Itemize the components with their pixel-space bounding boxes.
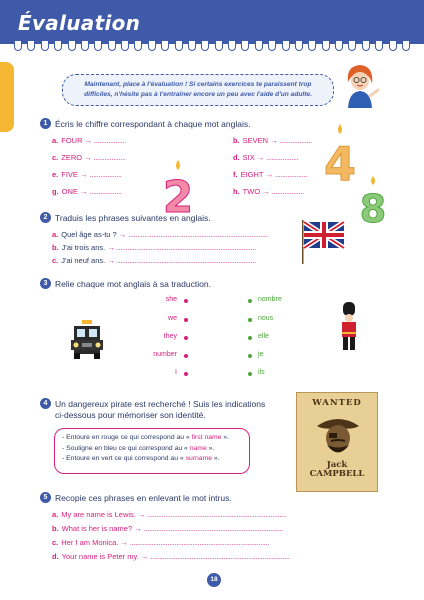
match-dot-right[interactable]	[248, 372, 252, 376]
match-english-i: I	[175, 369, 177, 376]
match-dot-right[interactable]	[248, 336, 252, 340]
ex5-item-b[interactable]: b. What is her is name? → ..............................................................................	[52, 524, 283, 533]
instruction-line: - Souligne en bleu ce qui correspond au « name ».	[62, 444, 215, 452]
match-dot-right[interactable]	[248, 299, 252, 303]
match-english-they: they	[163, 333, 177, 340]
page-number: 18	[207, 573, 221, 587]
match-dot-left[interactable]	[184, 354, 188, 358]
candle-4-illustration	[322, 124, 358, 186]
wanted-poster-title: WANTED	[312, 398, 362, 408]
match-french-je: je	[258, 351, 264, 358]
london-taxi-illustration	[68, 318, 106, 360]
side-tab	[0, 62, 14, 132]
candle-2-illustration	[160, 160, 196, 216]
instruction-line: - Entoure en vert ce qui correspond au « surname ».	[62, 455, 220, 463]
exercise-3-number: 3	[40, 278, 51, 289]
match-english-she: she	[165, 296, 177, 303]
exercise-4-title-line2: ci-dessous pour mémoriser son identité.	[55, 410, 206, 420]
ex1-item-e[interactable]: e. FIVE → ..................	[52, 170, 122, 179]
exercise-2-title: Traduis les phrases suivantes en anglais.	[55, 213, 211, 223]
exercise-3-title: Relie chaque mot anglais à sa traduction.	[55, 279, 211, 289]
ex1-item-g[interactable]: g. ONE → ..................	[52, 187, 122, 196]
uk-flag-illustration	[300, 220, 346, 264]
ex1-item-f[interactable]: f. EIGHT → ..................	[233, 170, 308, 179]
exercise-2-number: 2	[40, 212, 51, 223]
ex5-item-a[interactable]: a. My are name is Lewis. → ..............................................................................	[52, 510, 287, 519]
match-english-number: number	[153, 351, 177, 358]
spiral-binding	[14, 41, 410, 51]
exercise-5-number: 5	[40, 492, 51, 503]
instruction-line: - Entoure en rouge ce qui correspond au « first name ».	[62, 434, 230, 441]
match-dot-right[interactable]	[248, 354, 252, 358]
wanted-poster	[296, 392, 378, 492]
match-dot-left[interactable]	[184, 336, 188, 340]
exercise-4-number: 4	[40, 398, 51, 409]
exercise-1-number: 1	[40, 118, 51, 129]
page-header	[0, 0, 424, 44]
teacher-illustration	[340, 60, 380, 108]
pirate-instructions-box	[54, 428, 250, 474]
ex1-item-b[interactable]: b. SEVEN → ..................	[233, 136, 312, 145]
candle-8-illustration	[358, 176, 388, 226]
match-dot-left[interactable]	[184, 372, 188, 376]
ex5-item-d[interactable]: d. Your name is Peter my. → ..............................................................................	[52, 552, 290, 561]
royal-guard-illustration	[338, 302, 360, 350]
page-title: Évaluation	[18, 11, 141, 35]
match-french-elle: elle	[258, 333, 269, 340]
match-french-ils: ils	[258, 369, 265, 376]
exercise-5-title: Recopie ces phrases en enlevant le mot intrus.	[55, 493, 232, 503]
exercise-4-title-line1: Un dangereux pirate est recherché ! Suis les indications	[55, 399, 266, 409]
ex2-item-c[interactable]: c. J'ai neuf ans. → ..............................................................................	[52, 256, 256, 265]
wanted-poster-name: Jack CAMPBELL	[309, 460, 365, 480]
match-dot-left[interactable]	[184, 299, 188, 303]
intro-bubble: Maintenant, place à l'évaluation ! Si certains exercices te paraissent trop difficiles, n'hésite pas à t'entraîner encore un peu avec l'aide d'un adulte.	[62, 74, 334, 106]
svg-text:8: 8	[359, 187, 387, 226]
svg-text:2: 2	[162, 172, 194, 216]
match-dot-left[interactable]	[184, 318, 188, 322]
ex1-item-a[interactable]: a. FOUR → ..................	[52, 136, 127, 145]
match-dot-right[interactable]	[248, 318, 252, 322]
exercise-1-title: Écris le chiffre correspondant à chaque mot anglais.	[55, 119, 251, 129]
ex2-item-b[interactable]: b. J'ai trois ans. → ..............................................................................	[52, 243, 256, 252]
match-french-nombre: nombre	[258, 296, 282, 303]
pirate-portrait-icon	[313, 410, 363, 460]
match-french-nous: nous	[258, 315, 274, 322]
ex1-item-d[interactable]: d. SIX → ..................	[233, 153, 299, 162]
svg-text:4: 4	[323, 137, 357, 186]
ex1-item-h[interactable]: h. TWO → ..................	[233, 187, 304, 196]
ex1-item-c[interactable]: c. ZERO → ..................	[52, 153, 126, 162]
match-english-we: we	[168, 315, 177, 322]
ex5-item-c[interactable]: c. Her I am Monica. → ..............................................................................	[52, 538, 270, 547]
ex2-item-a[interactable]: a. Quel âge as-tu ? → ..............................................................................	[52, 230, 268, 239]
